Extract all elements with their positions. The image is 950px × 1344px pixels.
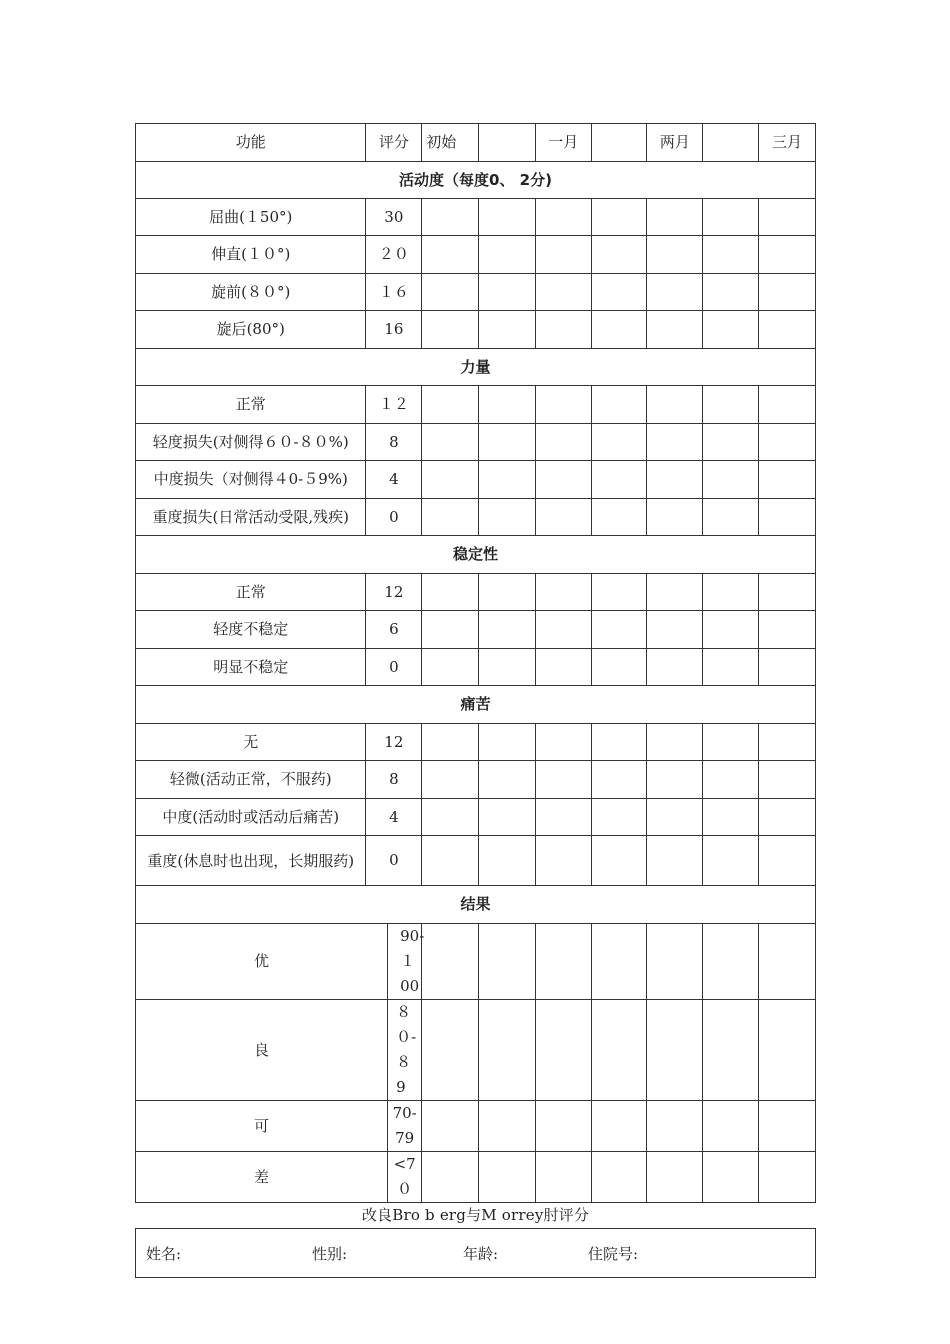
row-score: ８０-８9 [388, 1000, 422, 1101]
score-cell[interactable] [759, 386, 816, 424]
score-cell[interactable] [479, 311, 536, 349]
score-cell[interactable] [759, 274, 816, 311]
score-cell[interactable] [759, 499, 816, 536]
score-cell[interactable] [591, 649, 647, 686]
row-score: 12 [366, 574, 422, 611]
row-label: 旋前(８０°) [136, 274, 366, 311]
row-label: 重度损失(日常活动受限,残疾) [136, 499, 366, 536]
section-title-pain: 痛苦 [136, 686, 816, 724]
score-cell[interactable] [703, 724, 759, 761]
row-score: 30 [366, 199, 422, 236]
table-row [136, 1152, 816, 1203]
table-row [136, 1101, 816, 1152]
score-cell[interactable] [759, 1101, 816, 1152]
score-cell[interactable] [647, 836, 703, 886]
table-row [136, 611, 816, 649]
row-label: 正常 [136, 574, 366, 611]
score-cell[interactable] [591, 274, 647, 311]
row-score: 0 [366, 499, 422, 536]
score-cell[interactable] [647, 1152, 703, 1203]
section-title-stability: 稳定性 [136, 536, 816, 574]
score-cell[interactable] [591, 311, 647, 349]
row-label: 轻微(活动正常，不服药) [136, 761, 366, 799]
table-row [136, 199, 816, 236]
row-label: 轻度不稳定 [136, 611, 366, 649]
score-cell[interactable] [479, 1101, 536, 1152]
score-cell[interactable] [422, 611, 479, 649]
score-cell[interactable] [703, 799, 759, 836]
score-cell[interactable] [759, 236, 816, 274]
score-cell[interactable] [591, 199, 647, 236]
score-cell[interactable] [759, 611, 816, 649]
score-cell[interactable] [535, 236, 591, 274]
score-cell[interactable] [479, 611, 536, 649]
score-cell[interactable] [647, 724, 703, 761]
row-label: 旋后(80°) [136, 311, 366, 349]
score-cell[interactable] [422, 424, 479, 461]
score-cell[interactable] [591, 386, 647, 424]
row-label: 明显不稳定 [136, 649, 366, 686]
score-cell[interactable] [759, 724, 816, 761]
header-blank-2 [591, 124, 647, 162]
row-score: 8 [366, 424, 422, 461]
score-cell[interactable] [422, 236, 479, 274]
row-label: 中度损失（对侧得４0-５9%) [136, 461, 366, 499]
score-cell[interactable] [759, 461, 816, 499]
row-label: 优 [136, 924, 388, 1000]
score-cell[interactable] [422, 924, 479, 1000]
score-cell[interactable] [422, 499, 479, 536]
admission-number-label: 住院号: [588, 1245, 639, 1263]
score-cell[interactable] [703, 924, 759, 1000]
section-title-result: 结果 [136, 886, 816, 924]
score-cell[interactable] [535, 724, 591, 761]
score-cell[interactable] [591, 499, 647, 536]
score-cell[interactable] [535, 1152, 591, 1203]
header-blank-3 [703, 124, 759, 162]
score-cell[interactable] [479, 236, 536, 274]
score-cell[interactable] [647, 236, 703, 274]
row-label: 屈曲(１50°) [136, 199, 366, 236]
score-cell[interactable] [647, 649, 703, 686]
score-cell[interactable] [479, 574, 536, 611]
score-cell[interactable] [479, 924, 536, 1000]
score-cell[interactable] [535, 574, 591, 611]
table-row [136, 924, 816, 1000]
score-cell[interactable] [535, 311, 591, 349]
score-cell[interactable] [647, 761, 703, 799]
score-cell[interactable] [535, 386, 591, 424]
score-cell[interactable] [591, 574, 647, 611]
score-cell[interactable] [479, 799, 536, 836]
score-cell[interactable] [591, 611, 647, 649]
score-cell[interactable] [647, 574, 703, 611]
row-label: 中度(活动时或活动后痛苦) [136, 799, 366, 836]
score-cell[interactable] [647, 1000, 703, 1101]
score-cell[interactable] [703, 1101, 759, 1152]
score-cell[interactable] [479, 724, 536, 761]
score-cell[interactable] [422, 386, 479, 424]
score-cell[interactable] [647, 424, 703, 461]
score-cell[interactable] [703, 236, 759, 274]
score-cell[interactable] [591, 1152, 647, 1203]
score-cell[interactable] [703, 1000, 759, 1101]
score-cell[interactable] [591, 724, 647, 761]
score-cell[interactable] [703, 274, 759, 311]
score-cell[interactable] [703, 461, 759, 499]
score-cell[interactable] [759, 836, 816, 886]
score-cell[interactable] [535, 924, 591, 1000]
score-cell[interactable] [535, 1000, 591, 1101]
table-row [136, 1000, 816, 1101]
score-cell[interactable] [422, 311, 479, 349]
score-cell[interactable] [591, 836, 647, 886]
score-cell[interactable] [591, 924, 647, 1000]
score-cell[interactable] [479, 836, 536, 886]
score-cell[interactable] [479, 424, 536, 461]
table-row [136, 274, 816, 311]
score-cell[interactable] [591, 461, 647, 499]
row-score: 4 [366, 799, 422, 836]
name-label: 姓名: [146, 1245, 182, 1263]
table-row [136, 499, 816, 536]
score-table [135, 123, 816, 1203]
patient-info-box [135, 1228, 816, 1278]
row-score: 70-79 [388, 1101, 422, 1152]
score-cell[interactable] [479, 1152, 536, 1203]
score-cell[interactable] [422, 836, 479, 886]
row-label: 无 [136, 724, 366, 761]
score-cell[interactable] [703, 761, 759, 799]
row-label: 重度(休息时也出现，长期服药) [136, 836, 366, 886]
score-cell[interactable] [535, 799, 591, 836]
score-cell[interactable] [703, 574, 759, 611]
score-cell[interactable] [759, 574, 816, 611]
table-row [136, 724, 816, 761]
score-cell[interactable] [479, 386, 536, 424]
score-cell[interactable] [479, 461, 536, 499]
table-row [136, 799, 816, 836]
score-cell[interactable] [479, 499, 536, 536]
score-cell[interactable] [422, 799, 479, 836]
header-initial: 初始 [422, 124, 479, 162]
row-score: 90-１00 [388, 924, 422, 1000]
score-cell[interactable] [535, 761, 591, 799]
score-cell[interactable] [479, 761, 536, 799]
score-cell[interactable] [759, 924, 816, 1000]
row-score: 0 [366, 649, 422, 686]
row-label: 轻度损失(对侧得６０-８０%) [136, 424, 366, 461]
header-row [136, 124, 816, 162]
score-sheet [135, 123, 816, 1278]
score-cell[interactable] [422, 199, 479, 236]
row-score: 8 [366, 761, 422, 799]
row-label: 差 [136, 1152, 388, 1203]
score-cell[interactable] [422, 274, 479, 311]
score-cell[interactable] [647, 499, 703, 536]
score-cell[interactable] [591, 236, 647, 274]
score-cell[interactable] [535, 611, 591, 649]
score-cell[interactable] [703, 499, 759, 536]
score-cell[interactable] [647, 611, 703, 649]
score-cell[interactable] [759, 311, 816, 349]
table-row [136, 386, 816, 424]
row-score: <7０ [388, 1152, 422, 1203]
header-month1: 一月 [535, 124, 591, 162]
score-cell[interactable] [647, 799, 703, 836]
table-row [136, 236, 816, 274]
score-cell[interactable] [422, 1000, 479, 1101]
row-label: 良 [136, 1000, 388, 1101]
score-cell[interactable] [422, 649, 479, 686]
score-cell[interactable] [759, 761, 816, 799]
row-score: 0 [366, 836, 422, 886]
section-title-strength: 力量 [136, 349, 816, 386]
score-cell[interactable] [703, 649, 759, 686]
table-caption: 改良Bro b erg与M orrey肘评分 [361, 1206, 590, 1224]
row-score: 4 [366, 461, 422, 499]
score-cell[interactable] [759, 1152, 816, 1203]
score-cell[interactable] [422, 461, 479, 499]
table-row [136, 461, 816, 499]
age-label: 年龄: [463, 1245, 499, 1263]
score-cell[interactable] [422, 574, 479, 611]
score-cell[interactable] [759, 799, 816, 836]
score-cell[interactable] [703, 611, 759, 649]
score-cell[interactable] [479, 199, 536, 236]
score-cell[interactable] [535, 649, 591, 686]
score-cell[interactable] [647, 924, 703, 1000]
score-cell[interactable] [422, 724, 479, 761]
score-cell[interactable] [422, 1101, 479, 1152]
score-cell[interactable] [591, 1000, 647, 1101]
score-cell[interactable] [647, 386, 703, 424]
header-score: 评分 [366, 124, 422, 162]
score-cell[interactable] [535, 199, 591, 236]
score-cell[interactable] [703, 836, 759, 886]
score-cell[interactable] [647, 1101, 703, 1152]
score-cell[interactable] [703, 1152, 759, 1203]
row-score: １６ [366, 274, 422, 311]
score-cell[interactable] [591, 1101, 647, 1152]
score-cell[interactable] [535, 836, 591, 886]
score-cell[interactable] [759, 1000, 816, 1101]
score-cell[interactable] [535, 461, 591, 499]
row-score: １２ [366, 386, 422, 424]
score-cell[interactable] [703, 424, 759, 461]
row-score: ２０ [366, 236, 422, 274]
score-cell[interactable] [422, 1152, 479, 1203]
score-cell[interactable] [591, 424, 647, 461]
score-cell[interactable] [647, 199, 703, 236]
score-cell[interactable] [647, 311, 703, 349]
table-row [136, 311, 816, 349]
score-cell[interactable] [535, 499, 591, 536]
table-row [136, 574, 816, 611]
section-title-rom: 活动度（每度0、 2分) [136, 162, 816, 199]
score-cell[interactable] [591, 799, 647, 836]
score-cell[interactable] [479, 649, 536, 686]
row-label: 伸直(１０°) [136, 236, 366, 274]
score-cell[interactable] [479, 1000, 536, 1101]
score-cell[interactable] [535, 424, 591, 461]
row-score: 6 [366, 611, 422, 649]
table-row [136, 424, 816, 461]
header-month3: 三月 [759, 124, 816, 162]
score-cell[interactable] [703, 311, 759, 349]
row-label: 正常 [136, 386, 366, 424]
gender-label: 性别: [312, 1245, 348, 1263]
row-score: 16 [366, 311, 422, 349]
score-cell[interactable] [591, 761, 647, 799]
score-cell[interactable] [759, 649, 816, 686]
row-score: 12 [366, 724, 422, 761]
score-cell[interactable] [759, 199, 816, 236]
header-function: 功能 [136, 124, 366, 162]
score-cell[interactable] [759, 424, 816, 461]
score-cell[interactable] [647, 274, 703, 311]
table-row [136, 836, 816, 886]
score-cell[interactable] [479, 274, 536, 311]
score-cell[interactable] [647, 461, 703, 499]
score-cell[interactable] [703, 199, 759, 236]
table-row [136, 761, 816, 799]
score-cell[interactable] [535, 274, 591, 311]
score-cell[interactable] [535, 1101, 591, 1152]
header-month2: 两月 [647, 124, 703, 162]
score-cell[interactable] [422, 761, 479, 799]
score-cell[interactable] [703, 386, 759, 424]
table-row [136, 649, 816, 686]
header-blank-1 [479, 124, 536, 162]
row-label: 可 [136, 1101, 388, 1152]
